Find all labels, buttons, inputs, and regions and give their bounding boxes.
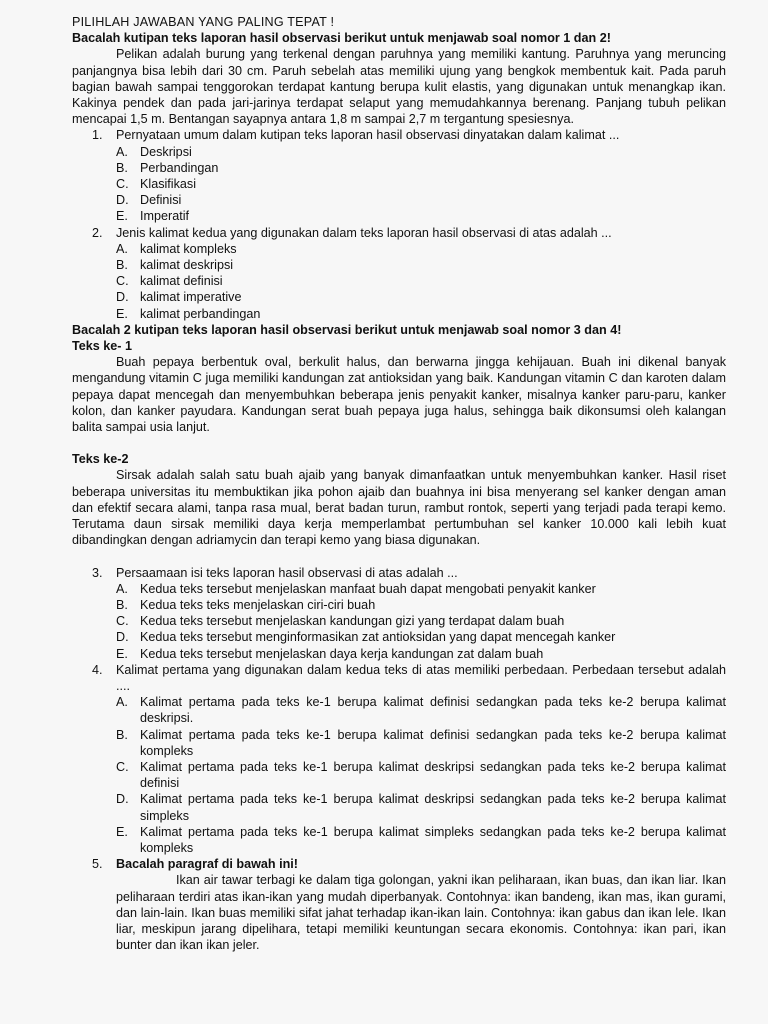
option-letter: C. xyxy=(116,759,129,774)
question-text: Persaamaan isi teks laporan hasil observasi di atas adalah ... xyxy=(116,565,458,580)
option-1e xyxy=(116,208,726,224)
option-3a xyxy=(116,581,726,597)
option-text: kalimat deskripsi xyxy=(140,258,234,273)
option-letter: A. xyxy=(116,241,128,256)
option-3d xyxy=(116,629,726,645)
question-text: Kalimat pertama yang digunakan dalam kedua teks di atas memiliki perbedaan. Perbedaan tersebut adalah .... xyxy=(116,662,726,693)
option-letter: E. xyxy=(116,209,128,224)
option-letter: A. xyxy=(116,581,128,596)
option-letter: C. xyxy=(116,274,129,289)
option-letter: B. xyxy=(116,160,128,175)
option-3c xyxy=(116,613,726,629)
option-1b xyxy=(116,160,726,176)
option-1c xyxy=(116,176,726,192)
question-number: 1. xyxy=(92,128,103,143)
option-letter: D. xyxy=(116,290,129,305)
text-1-heading: Teks ke- 1 xyxy=(72,339,132,354)
question-text: Jenis kalimat kedua yang digunakan dalam teks laporan hasil observasi di atas adalah ... xyxy=(116,225,612,240)
option-text: Kedua teks tersebut menginformasikan zat antioksidan yang dapat mencegah kanker xyxy=(140,630,616,645)
question-3 xyxy=(92,565,726,581)
option-letter: B. xyxy=(116,727,128,742)
option-1a xyxy=(116,144,726,160)
option-4c xyxy=(116,759,726,791)
option-2b xyxy=(116,257,726,273)
instruction-1: Bacalah kutipan teks laporan hasil observasi berikut untuk menjawab soal nomor 1 dan 2! xyxy=(72,31,611,46)
option-text: kalimat kompleks xyxy=(140,241,237,256)
option-text: kalimat perbandingan xyxy=(140,306,261,321)
passage-ikan: Ikan air tawar terbagi ke dalam tiga golongan, yakni ikan peliharaan, ikan buas, dan ikan liar. Ikan peliharaan terdiri atas ikan-ikan yang mudah diperbanyak. Contohnya: ikan bandeng, ikan mas, ikan gurami, dan lain-lain. Ikan buas memiliki sifat jahat terhadap ikan-ikan lain. Contohnya: ikan gabus dan ikan lele. Ikan liar, meskipun jarang dipelihara, tetapi memiliki keuntungan secara ekonomis. Contohnya: ikan pari, ikan bunter dan ikan ikan jeler. xyxy=(116,873,726,953)
option-4b xyxy=(116,727,726,759)
option-text: Kalimat pertama pada teks ke-1 berupa kalimat definisi sedangkan pada teks ke-2 berupa kalimat deskripsi. xyxy=(140,695,726,726)
spacer xyxy=(72,435,726,451)
option-text: Kalimat pertama pada teks ke-1 berupa kalimat simpleks sedangkan pada teks ke-2 berupa kalimat kompleks xyxy=(140,824,726,855)
option-text: Imperatif xyxy=(140,209,189,224)
option-letter: E. xyxy=(116,306,128,321)
passage-pelikan: Pelikan adalah burung yang terkenal dengan paruhnya yang memiliki kantung. Paruhnya yang meruncing panjangnya bisa lebih dari 30 cm. Paruh sebelah atas memiliki ujung yang bengkok membentuk kait. Pada paruh bagian bawah sampai tenggorokan terdapat kantung berupa kulit elastis, yang digunakan untuk menangkap ikan. Kakinya pendek dan pada jari-jarinya terdapat selaput yang memudahkannya berenang. Panjang tubuh pelikan mencapai 1,5 m. Bentangan sayapnya antara 1,8 m sampai 2,7 m tergantung spesiesnya. xyxy=(72,47,726,127)
option-text: Kedua teks teks menjelaskan ciri-ciri buah xyxy=(140,597,376,612)
text-2-heading: Teks ke-2 xyxy=(72,452,129,467)
option-1d xyxy=(116,192,726,208)
question-1 xyxy=(92,127,726,143)
option-text: Deskripsi xyxy=(140,144,192,159)
question-number: 5. xyxy=(92,857,103,872)
question-number: 4. xyxy=(92,662,103,677)
option-letter: A. xyxy=(116,144,128,159)
option-text: Perbandingan xyxy=(140,160,219,175)
option-text: Kedua teks tersebut menjelaskan kandungan gizi yang terdapat dalam buah xyxy=(140,614,565,629)
option-letter: B. xyxy=(116,258,128,273)
question-4 xyxy=(92,662,726,694)
option-2c xyxy=(116,273,726,289)
option-text: Definisi xyxy=(140,193,182,208)
option-letter: B. xyxy=(116,597,128,612)
passage-pepaya: Buah pepaya berbentuk oval, berkulit halus, dan berwarna jingga kehijauan. Buah ini dikenal banyak mengandung vitamin C juga memiliki kandungan zat antioksidan yang baik. Kandungan vitamin C dan karoten dalam pepaya dapat mencegah dan menyembuhkan beberapa jenis penyakit kanker, misalnya kanker paru-paru, kanker kolon, dan kanker payudara. Kandungan serat buah pepaya juga halus, sehingga baik dikonsumsi oleh kalangan balita sampai usia lanjut. xyxy=(72,355,726,435)
option-letter: A. xyxy=(116,695,128,710)
option-text: Kalimat pertama pada teks ke-1 berupa kalimat deskripsi sedangkan pada teks ke-2 berupa kalimat definisi xyxy=(140,759,726,791)
option-text: Kalimat pertama pada teks ke-1 berupa kalimat deskripsi sedangkan pada teks ke-2 berupa kalimat simpleks xyxy=(140,792,726,823)
option-text: kalimat imperative xyxy=(140,290,242,305)
option-text: Kedua teks tersebut menjelaskan manfaat buah dapat mengobati penyakit kanker xyxy=(140,581,596,596)
passage-sirsak: Sirsak adalah salah satu buah ajaib yang banyak dimanfaatkan untuk menyembuhkan kanker. Hasil riset beberapa universitas itu membuktikan jika pohon ajaib dan buahnya ini bisa menyerang sel kanker dengan aman dan efektif secara alami, tanpa rasa mual, berat badan turun, rambut rontok, seperti yang terjadi pada terapi kemo. Terutama daun sirsak memiliki daya kerja memperlambat pertumbuhan sel kanker 10.000 kali lebih kuat dibandingkan dengan adriamycin dan terapi kemo yang biasa digunakan. xyxy=(72,468,726,548)
option-letter: E. xyxy=(116,646,128,661)
passage-5-wrapper xyxy=(72,872,726,953)
option-letter: D. xyxy=(116,193,129,208)
option-2a xyxy=(116,241,726,257)
option-text: Klasifikasi xyxy=(140,177,196,192)
option-4d xyxy=(116,791,726,823)
question-5 xyxy=(92,856,726,872)
question-text: Bacalah paragraf di bawah ini! xyxy=(116,857,298,872)
option-letter: E. xyxy=(116,824,128,839)
option-2d xyxy=(116,289,726,305)
page-title: PILIHLAH JAWABAN YANG PALING TEPAT ! xyxy=(72,15,335,29)
option-text: Kalimat pertama pada teks ke-1 berupa kalimat definisi sedangkan pada teks ke-2 berupa kalimat kompleks xyxy=(140,727,726,758)
option-letter: D. xyxy=(116,630,129,645)
question-number: 3. xyxy=(92,565,103,580)
option-2e xyxy=(116,306,726,322)
option-text: kalimat definisi xyxy=(140,274,223,289)
question-text: Pernyataan umum dalam kutipan teks laporan hasil observasi dinyatakan dalam kalimat ... xyxy=(116,128,620,143)
option-4e xyxy=(116,824,726,856)
question-number: 2. xyxy=(92,225,103,240)
option-4a xyxy=(116,694,726,726)
spacer xyxy=(72,549,726,565)
instruction-2: Bacalah 2 kutipan teks laporan hasil observasi berikut untuk menjawab soal nomor 3 dan 4! xyxy=(72,322,622,337)
option-letter: C. xyxy=(116,177,129,192)
option-text: Kedua teks tersebut menjelaskan daya kerja kandungan zat dalam buah xyxy=(140,646,544,661)
option-3e xyxy=(116,646,726,662)
question-2 xyxy=(92,225,726,241)
option-3b xyxy=(116,597,726,613)
option-letter: D. xyxy=(116,792,129,807)
option-letter: C. xyxy=(116,614,129,629)
